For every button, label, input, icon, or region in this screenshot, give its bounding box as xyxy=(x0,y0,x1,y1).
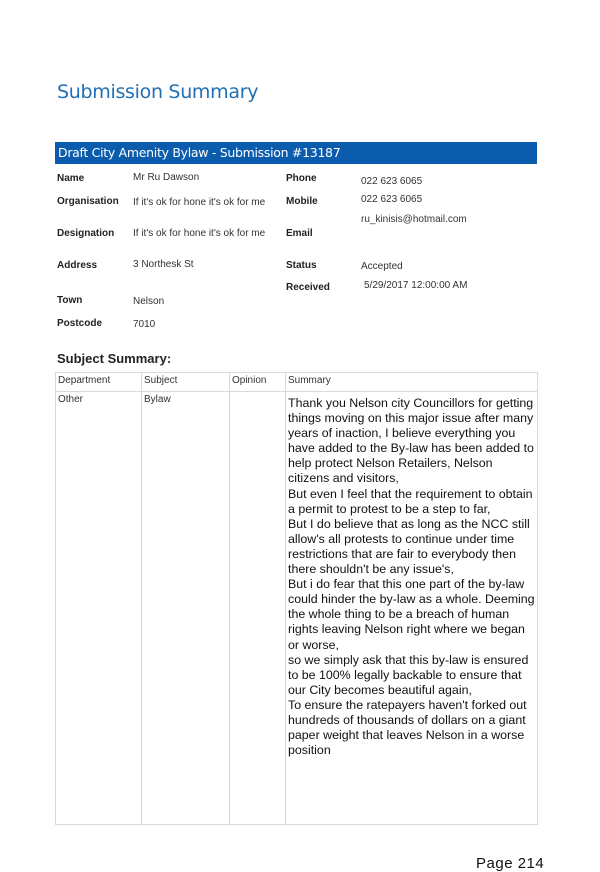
column-header-subject: Subject xyxy=(142,373,230,392)
table-header-row xyxy=(56,373,538,392)
department-cell: Other xyxy=(56,392,142,825)
postcode-label: Postcode xyxy=(57,318,103,329)
summary-cell: Thank you Nelson city Councillors for getting things moving on this major issue after many years of inaction, I believe everything you have added to the By-law has been added to help protect Nelson Retailers, Nelson citizens and visitors, But even I feel that the requirement to obtain a permit to protest to be a step to far, But I do believe that as long as the NCC still allow's all protests to continue under time restrictions that are fair to everybody then there shouldn't be any issue's, But i do fear that this one part of the by-law could hinder the by-law as a whole. Deeming the whole thing to be a breach of human rights leaving Nelson right where we began or worse, so we simply ask that this by-law is ensured to be 100% legally backable to ensure that our City becomes beautiful again, To ensure the ratepayers haven't forked out hundreds of thousands of dollars on a giant paper weight that leaves Nelson in a worse position xyxy=(286,392,538,825)
table-row xyxy=(56,392,538,825)
name-label: Name xyxy=(57,173,85,184)
address-label: Address xyxy=(57,260,98,271)
designation-label: Designation xyxy=(57,228,115,239)
status-label: Status xyxy=(286,260,317,271)
designation-value: If it's ok for hone it's ok for me xyxy=(133,228,266,239)
column-header-summary: Summary xyxy=(286,373,538,392)
page-number: Page 214 xyxy=(476,855,545,872)
address-value: 3 Northesk St xyxy=(133,259,194,270)
mobile-value: 022 623 6065 xyxy=(361,194,423,205)
organisation-value: If it's ok for hone it's ok for me xyxy=(133,197,266,208)
submission-banner: Draft City Amenity Bylaw - Submission #13187 xyxy=(55,142,537,164)
phone-value: 022 623 6065 xyxy=(361,176,423,187)
organisation-label: Organisation xyxy=(57,196,119,207)
name-value: Mr Ru Dawson xyxy=(133,172,200,183)
mobile-label: Mobile xyxy=(286,196,318,207)
email-value: ru_kinisis@hotmail.com xyxy=(361,214,467,225)
page-title: Submission Summary xyxy=(57,81,259,103)
column-header-opinion: Opinion xyxy=(230,373,286,392)
subject-cell: Bylaw xyxy=(142,392,230,825)
email-label: Email xyxy=(286,228,313,239)
phone-label: Phone xyxy=(286,173,317,184)
received-value: 5/29/2017 12:00:00 AM xyxy=(364,280,468,291)
received-label: Received xyxy=(286,282,330,293)
postcode-value: 7010 xyxy=(133,319,156,330)
town-label: Town xyxy=(57,295,83,306)
opinion-cell xyxy=(230,392,286,825)
subject-summary-table xyxy=(55,372,538,825)
subject-summary-heading: Subject Summary: xyxy=(57,351,172,366)
town-value: Nelson xyxy=(133,296,165,307)
status-value: Accepted xyxy=(361,261,403,272)
column-header-department: Department xyxy=(56,373,142,392)
